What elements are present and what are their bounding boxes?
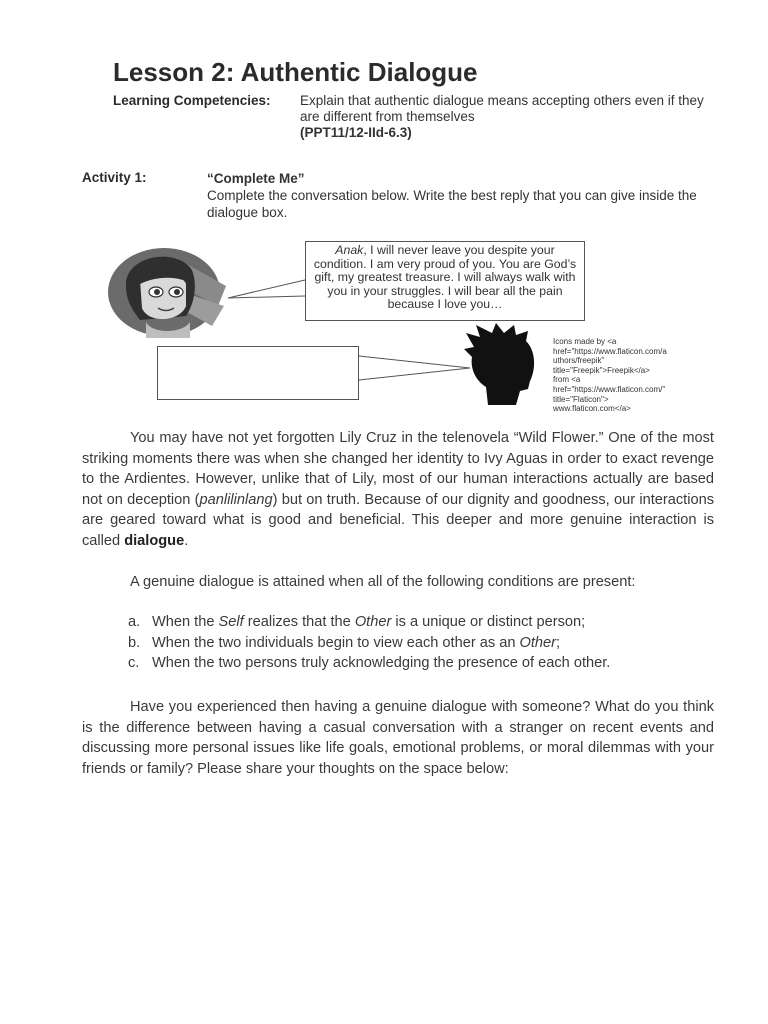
child-silhouette-icon <box>462 323 546 405</box>
condition-item <box>128 612 728 633</box>
competencies-text <box>300 93 720 141</box>
paragraph-reflection-question: Have you experienced then having a genuine dialogue with someone? What do you think is the difference between having a casual conversation with a stranger on recent events and discussing more personal issues like life goals, emotional problems, or moral dilemmas with your friends or family? Please share your thoughts on the space below: <box>82 699 714 777</box>
activity-instructions: Complete the conversation below. Write the best reply that you can give inside the dialogue box. <box>207 188 697 220</box>
paragraph1-text-2: ) but on truth. Because of our dignity and goodness, our interactions are geared toward what is good and beneficial. This deeper and more genuine interaction is called <box>82 491 714 549</box>
paragraph-conditions-intro: A genuine dialogue is attained when all of the following conditions are present: <box>130 574 636 590</box>
paragraph1-end: . <box>184 532 189 549</box>
condition-letter: c. <box>128 655 140 671</box>
condition-italic: Other <box>519 634 556 651</box>
condition-text: When the <box>152 614 219 630</box>
competencies-description: Explain that authentic dialogue means accepting others even if they are different from themselves <box>300 93 704 124</box>
condition-text: ; <box>556 634 561 651</box>
keyword-dialogue: dialogue <box>124 532 185 549</box>
mother-avatar-icon <box>106 246 228 338</box>
condition-letter: b. <box>128 634 141 651</box>
condition-italic: Self <box>218 614 244 630</box>
icon-attribution: Icons made by <a href="https://www.flaticon.com/a uthors/freepik" title="Freepik">Freepik</a> from <a href="https://www.flaticon.com/" title="Flaticon"> www.flaticon.com</a> <box>553 337 667 414</box>
condition-text: is a unique or distinct person; <box>391 614 586 630</box>
conditions-list <box>128 612 728 674</box>
competencies-label: Learning Competencies: <box>113 93 271 108</box>
paragraph1-italic: panlilinlang <box>199 491 273 508</box>
paragraph-lily-cruz <box>82 428 714 551</box>
condition-letter: a. <box>128 614 141 630</box>
competencies-code: (PPT11/12-IId-6.3) <box>300 125 412 140</box>
condition-item <box>128 633 728 654</box>
activity-body <box>207 170 707 221</box>
mother-speech-text: , I will never leave you despite your condition. I am very proud of you. You are God’s gift, my greatest treasure. I will always walk with you in your struggles. I will bear all the pain because I love you… <box>313 243 577 312</box>
condition-text: When the two persons truly acknowledging the presence of each other. <box>152 655 611 671</box>
condition-text: realizes that the <box>243 614 355 630</box>
mother-speech-bubble <box>305 241 585 321</box>
activity-title: “Complete Me” <box>207 171 305 186</box>
lesson-title: Lesson 2: Authentic Dialogue <box>113 57 478 87</box>
reply-dialogue-box[interactable] <box>157 346 359 400</box>
condition-italic: Other <box>354 614 392 630</box>
activity-label: Activity 1: <box>82 170 147 185</box>
condition-item <box>128 653 728 674</box>
condition-text: When the two individuals begin to view each other as an <box>152 634 520 651</box>
mother-speech-address: Anak <box>335 243 364 257</box>
paragraph1-text: You may have not yet forgotten Lily Cruz in the telenovela “Wild Flower.” One of the most striking moments there was when she changed her identity to Ivy Aguas in order to exact revenge to the Ardientes. However, unlike that of Lily, most of our human interactions actually are based not on deception ( <box>82 430 714 508</box>
